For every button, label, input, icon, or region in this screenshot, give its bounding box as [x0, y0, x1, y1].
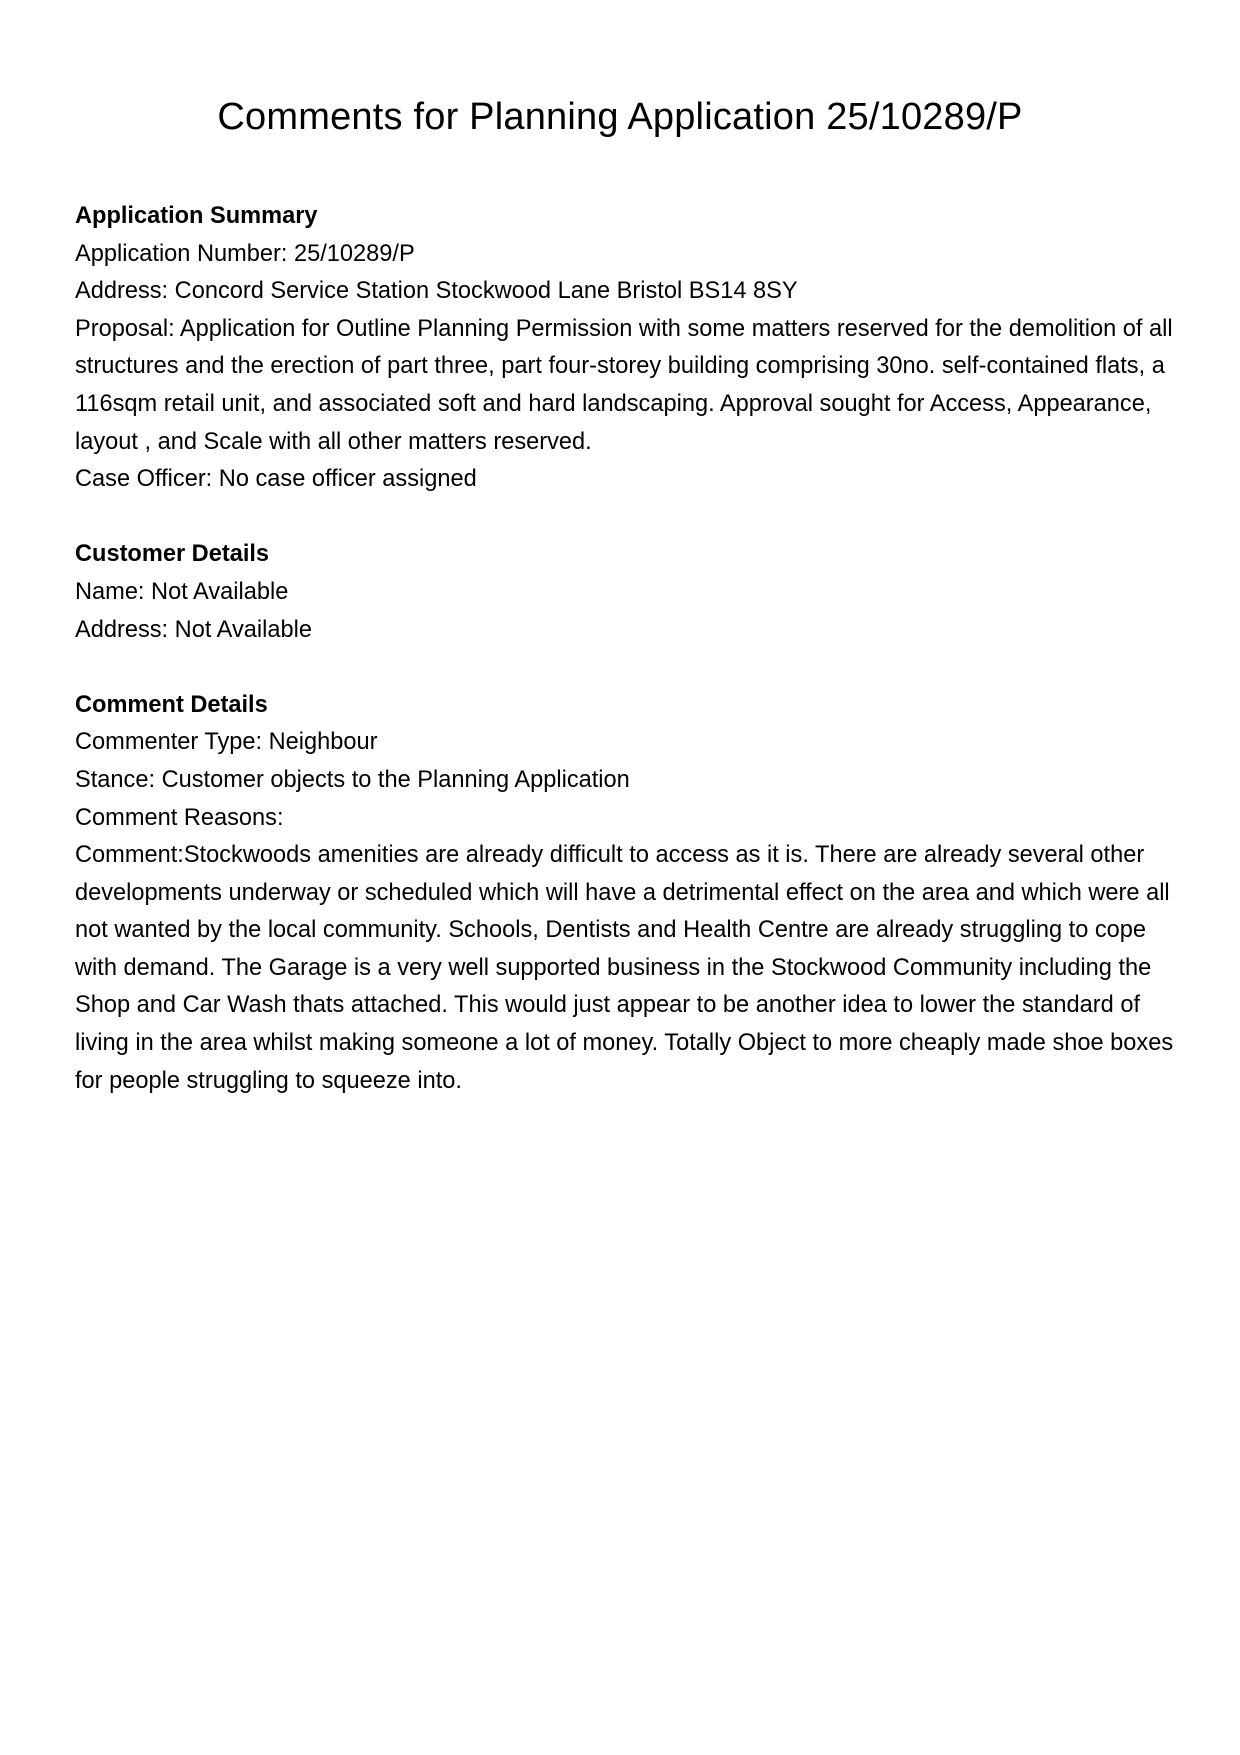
application-summary-heading: Application Summary — [75, 203, 318, 229]
customer-address: Address: Not Available — [75, 616, 312, 643]
case-officer: Case Officer: No case officer assigned — [75, 466, 477, 493]
comment-details-section — [75, 687, 1175, 1101]
comment-details-heading: Comment Details — [75, 691, 268, 718]
comment-text: Comment:Stockwoods amenities are already difficult to access as it is. There are already several other developments underway or scheduled which will have a detrimental effect on the area and which were all not wanted by the local community. Schools, Dentists and Health Centre are already struggling to cope with demand. The Garage is a very well supported business in the Stockwood Community including the Shop and Car Wash thats attached. This would just appear to be another idea to lower the standard of living in the area whilst making someone a lot of money. Totally Object to more cheaply made shoe boxes for people struggling to squeeze into. — [75, 842, 1174, 1094]
customer-details-heading: Customer Details — [75, 541, 270, 568]
application-number: Application Number: 25/10289/P — [75, 240, 415, 267]
customer-name: Name: Not Available — [75, 578, 289, 605]
stance: Stance: Customer objects to the Planning Application — [75, 766, 630, 793]
document-body — [75, 198, 1175, 1138]
customer-details-section — [75, 536, 1175, 649]
application-address: Address: Concord Service Station Stockwood Lane Bristol BS14 8SY — [75, 278, 798, 305]
commenter-type: Commenter Type: Neighbour — [75, 729, 378, 756]
application-proposal: Proposal: Application for Outline Planning Permission with some matters reserved for the demolition of all structures and the erection of part three, part four-storey building comprising 30no. self-contained flats, a 116sqm retail unit, and associated soft and hard landscaping. Approval sought for Access, Appearance, layout , and Scale with all other matters reserved. — [75, 315, 1173, 455]
page-title: Comments for Planning Application 25/10289/P — [217, 96, 1023, 138]
application-summary-section — [75, 198, 1175, 499]
comment-reasons: Comment Reasons: — [75, 804, 284, 831]
